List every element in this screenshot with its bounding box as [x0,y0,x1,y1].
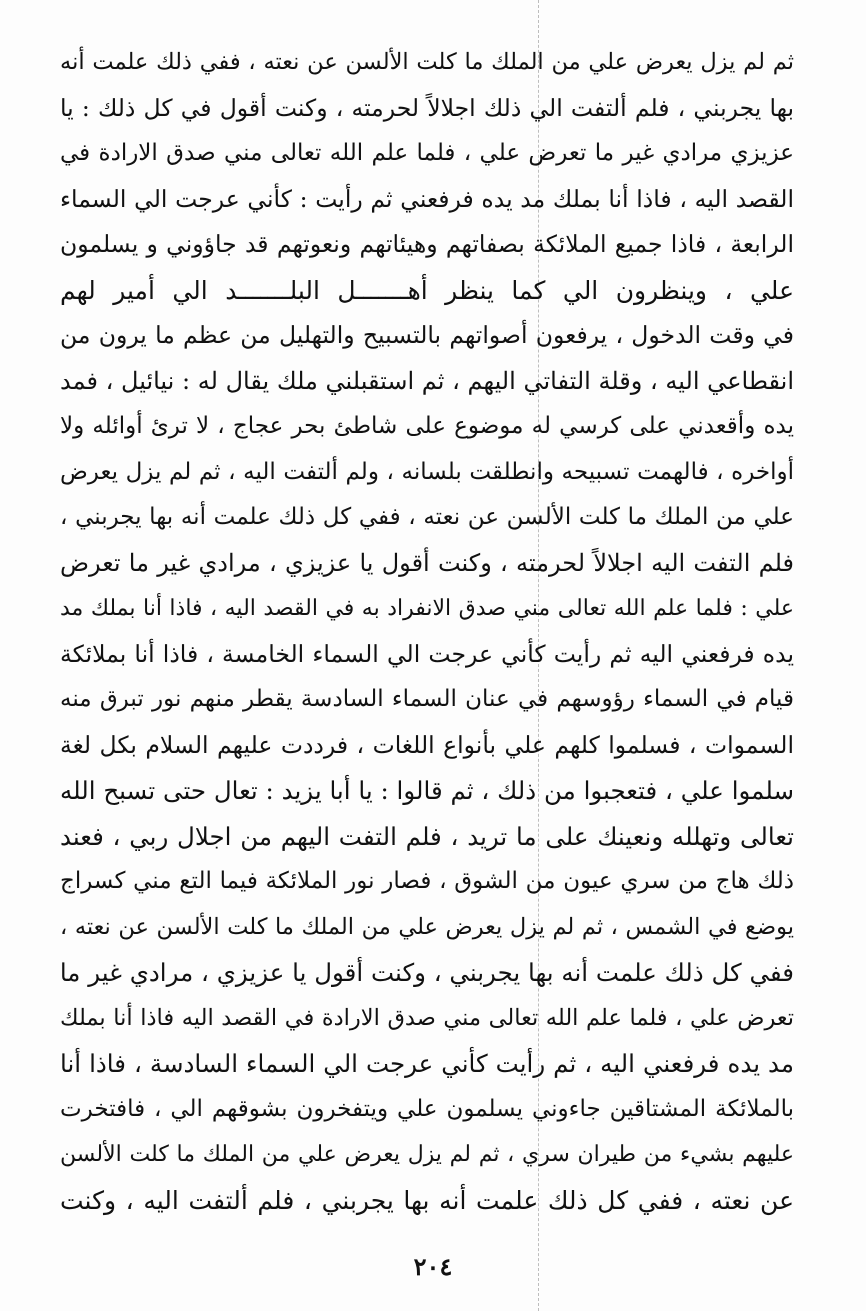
text-line-10: أواخره ، فالهمت تسبيحه وانطلقت بلسانه ، ولم ألتفت اليه ، ثم لم يزل يعرض [60,458,794,485]
text-line-17: سلموا علي ، فتعجبوا من ذلك ، ثم قالوا : يا أبا يزيد : تعال حتى تسبح الله [60,776,794,805]
text-line-11: علي من الملك ما كلت الألسن عن نعته ، ففي كل ذلك علمت أنه بها يجربني ، [60,504,794,530]
text-line-19: ذلك هاج من سري عيون من الشوق ، فصار نور الملائكة فيما التع مني كسراج [60,868,794,894]
text-line-18: تعالى وتهلله ونعينك على ما تريد ، فلم التفت اليهم من اجلال ربي ، فعند [60,821,794,851]
page-number: ٢٠٤ [413,1252,453,1281]
text-line-6: علي ، وينظرون الي كما ينظر أهـــــــل البلـــــــد الي أمير لهم [60,275,794,305]
text-line-20: يوضع في الشمس ، ثم لم يزل يعرض علي من الملك ما كلت الألسن عن نعته ، [60,913,794,940]
text-line-21: ففي كل ذلك علمت أنه بها يجربني ، وكنت أقول يا عزيزي ، مرادي غير ما [60,958,794,987]
text-line-1: ثم لم يزل يعرض علي من الملك ما كلت الألسن عن نعته ، ففي ذلك علمت أنه [60,49,794,75]
text-line-8: انقطاعي اليه ، وقلة التفاتي اليهم ، ثم استقبلني ملك يقال له : نيائيل ، فمد [60,366,794,395]
text-line-12: فلم التفت اليه اجلالاً لحرمته ، وكنت أقول يا عزيزي ، مرادي غير ما تعرض [60,548,794,577]
text-line-13: علي : فلما علم الله تعالى مني صدق الانفراد به في القصد اليه ، فاذا أنا بملك مد [60,596,794,621]
text-line-15: قيام في السماء رؤوسهم في عنان السماء السادسة يقطر منهم نور تبرق منه [60,686,794,712]
text-line-23: مد يده فرفعني اليه ، ثم رأيت كأني عرجت الي السماء السادسة ، فاذا أنا [60,1049,794,1078]
text-line-4: القصد اليه ، فاذا أنا بملك مد يده فرفعني ثم رأيت : كأني عرجت الي السماء [60,184,794,213]
text-line-22: تعرض علي ، فلما علم الله تعالى مني صدق الارادة في القصد اليه فاذا أنا بملك [60,1004,794,1031]
text-line-3: عزيزي مرادي غير ما تعرض علي ، فلما علم الله تعالى مني صدق الارادة في [60,140,794,166]
text-line-26: عن نعته ، ففي كل ذلك علمت أنه بها يجربني ، فلم ألتفت اليه ، وكنت [60,1185,794,1215]
text-line-5: الرابعة ، فاذا جميع الملائكة بصفاتهم وهيئاتهم ونعوتهم قد جاؤوني و يسلمون [60,230,794,258]
text-line-24: بالملائكة المشتاقين جاءوني يسلمون علي ويتفخرون بشوقهم الي ، فافتخرت [60,1095,794,1122]
text-line-2: بها يجربني ، فلم ألتفت الي ذلك اجلالاً لحرمته ، وكنت أقول في كل ذلك : يا [60,93,794,122]
text-line-25: عليهم بشيء من طيران سري ، ثم لم يزل يعرض علي من الملك ما كلت الألسن [60,1142,794,1167]
text-line-7: في وقت الدخول ، يرفعون أصواتهم بالتسبيح والتهليل من عظم ما يرون من [60,321,794,349]
body-text [60,40,794,1223]
text-line-9: يده وأقعدني على كرسي له موضوع على شاطئ بحر عجاج ، لا ترئ أوائله ولا [60,413,794,439]
text-line-16: السموات ، فسلموا كلهم علي بأنواع اللغات ، فرددت عليهم السلام بكل لغة [60,730,794,759]
text-line-14: يده فرفعني اليه ثم رأيت كأني عرجت الي السماء الخامسة ، فاذا أنا بملائكة [60,639,794,668]
